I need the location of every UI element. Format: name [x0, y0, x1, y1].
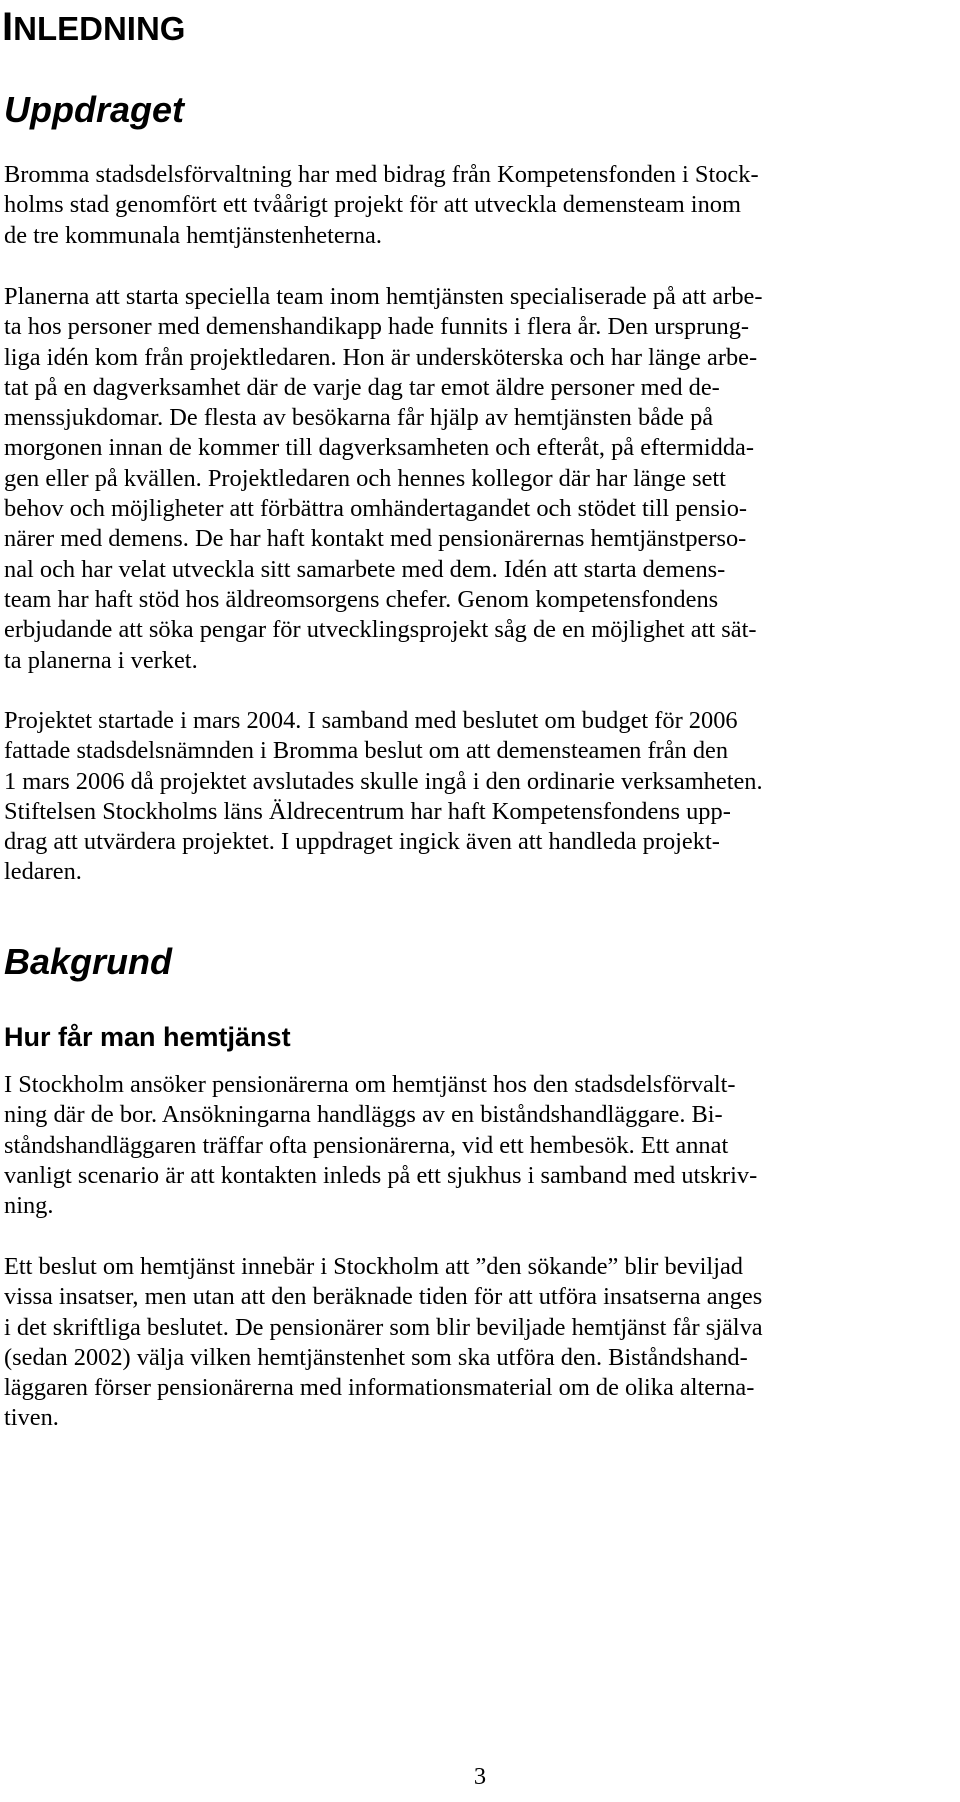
- text-line: gen eller på kvällen. Projektledaren och hennes kollegor där har länge sett: [4, 464, 726, 492]
- text-line: Ett beslut om hemtjänst innebär i Stockholm att ”den sökande” blir beviljad: [4, 1253, 744, 1280]
- text-line: fattade stadsdelsnämnden i Bromma beslut om att demensteamen från den: [4, 737, 729, 765]
- text-line: de tre kommunala hemtjänstenheterna.: [4, 221, 382, 249]
- section-title-uppdraget: Uppdraget: [4, 89, 184, 130]
- text-line: drag att utvärdera projektet. I uppdraget ingick även att handleda projekt-: [4, 828, 720, 856]
- text-line: nal och har velat utveckla sitt samarbete med dem. Idén att starta demens-: [4, 555, 726, 583]
- text-line: vissa insatser, men utan att den beräknade tiden för att utföra insatserna anges: [4, 1283, 763, 1311]
- chapter-heading-initial: I: [2, 5, 14, 49]
- text-line: närer med demens. De har haft kontakt med pensionärernas hemtjänstperso-: [4, 525, 747, 553]
- text-line: behov och möjligheter att förbättra omhändertagandet och stödet till pensio-: [4, 495, 748, 523]
- text-line: erbjudande att söka pengar för utvecklingsprojekt såg de en möjlighet att sät-: [4, 616, 757, 644]
- text-line: ning där de bor. Ansökningarna handläggs av en biståndshandläggare. Bi-: [4, 1101, 723, 1129]
- text-line: menssjukdomar. De flesta av besökarna får hjälp av hemtjänsten både på: [4, 404, 714, 432]
- text-line: ståndshandläggaren träffar ofta pensionärerna, vid ett hembesök. Ett annat: [4, 1131, 729, 1159]
- text-line: 1 mars 2006 då projektet avslutades skulle ingå i den ordinarie verksamheten.: [4, 767, 763, 795]
- chapter-heading: [2, 4, 185, 52]
- text-line: (sedan 2002) välja vilken hemtjänstenhet som ska utföra den. Biståndshand-: [4, 1343, 748, 1371]
- paragraph-bakgrund-2: [4, 1252, 956, 1434]
- text-line: I Stockholm ansöker pensionärerna om hemtjänst hos den stadsdelsförvalt-: [4, 1071, 736, 1098]
- text-line: Planerna att starta speciella team inom hemtjänsten specialiserade på att arbe-: [4, 283, 763, 310]
- paragraph-uppdraget-3: [4, 706, 956, 888]
- text-line: tat på en dagverksamhet där de varje dag tar emot äldre personer med de-: [4, 373, 720, 401]
- text-line: liga idén kom från projektledaren. Hon är undersköterska och har länge arbe-: [4, 343, 758, 371]
- text-line: tiven.: [4, 1404, 59, 1432]
- section-title-bakgrund: Bakgrund: [4, 941, 173, 982]
- text-line: vanligt scenario är att kontakten inleds på ett sjukhus i samband med utskriv-: [4, 1161, 758, 1189]
- subsection-title-hur-far-man-hemtjanst: Hur får man hemtjänst: [4, 1022, 291, 1052]
- text-line: ledaren.: [4, 858, 82, 886]
- text-line: holms stad genomfört ett tvåårigt projekt för att utveckla demensteam inom: [4, 191, 741, 219]
- text-line: ta hos personer med demenshandikapp hade funnits i flera år. Den ursprung-: [4, 313, 750, 341]
- page-number: 3: [473, 1763, 487, 1790]
- text-line: ning.: [4, 1192, 54, 1220]
- text-line: Stiftelsen Stockholms läns Äldrecentrum har haft Kompetensfondens upp-: [4, 797, 731, 825]
- chapter-heading-rest: NLEDNING: [13, 10, 186, 47]
- text-line: Bromma stadsdelsförvaltning har med bidrag från Kompetensfonden i Stock-: [4, 161, 759, 188]
- paragraph-uppdraget-2: [4, 282, 956, 676]
- text-line: i det skriftliga beslutet. De pensionärer som blir beviljade hemtjänst får själva: [4, 1313, 763, 1341]
- text-line: ta planerna i verket.: [4, 646, 198, 674]
- text-line: Projektet startade i mars 2004. I samband med beslutet om budget för 2006: [4, 707, 738, 734]
- text-line: team har haft stöd hos äldreomsorgens chefer. Genom kompetensfondens: [4, 585, 719, 613]
- paragraph-uppdraget-1: [4, 160, 956, 251]
- text-line: läggaren förser pensionärerna med informationsmaterial om de olika alterna-: [4, 1374, 755, 1402]
- text-line: morgonen innan de kommer till dagverksamheten och efteråt, på eftermidda-: [4, 434, 754, 462]
- paragraph-bakgrund-1: [4, 1070, 956, 1221]
